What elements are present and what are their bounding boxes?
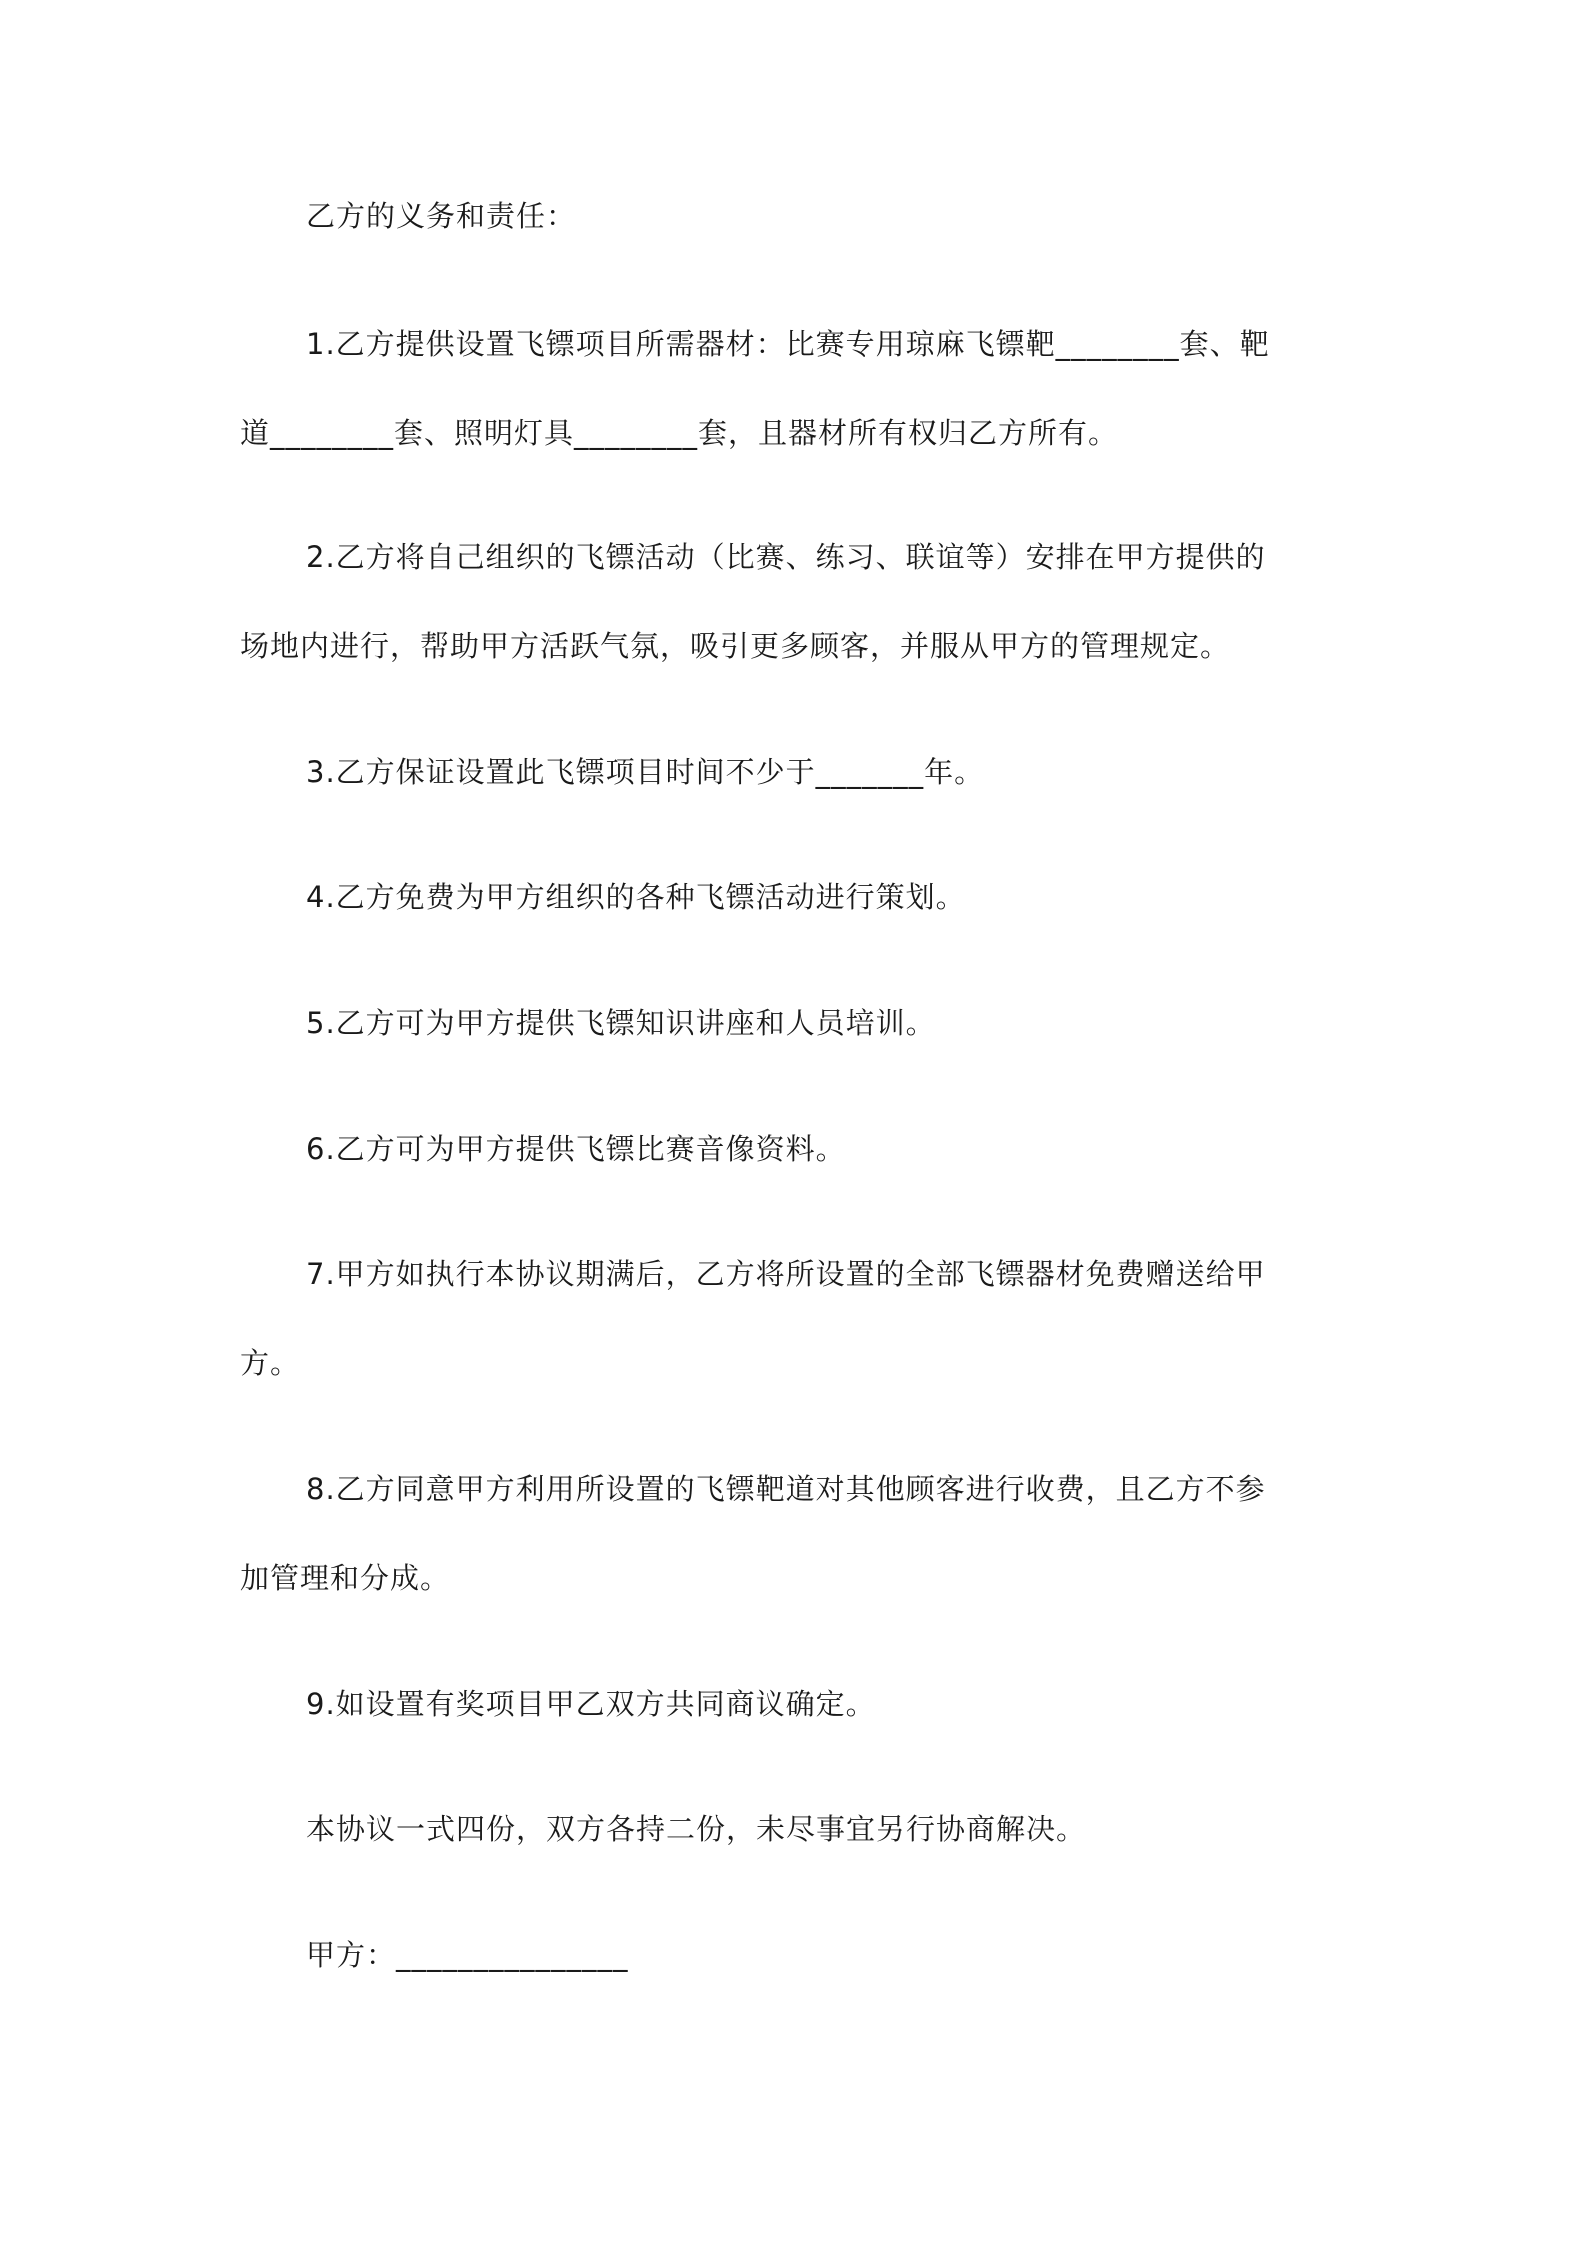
clause-7: [240, 1230, 1360, 1408]
clause-9: [240, 1660, 1360, 1749]
heading-text: 乙方的义务和责任：: [306, 199, 577, 233]
party-a-line: 甲方：_______________: [306, 1938, 629, 1972]
clause-9-text: 9.如设置有奖项目甲乙双方共同商议确定。: [306, 1687, 876, 1721]
clause-6: [240, 1105, 1360, 1194]
obligations-heading: [240, 172, 1360, 261]
clause-7-line-2: 方。: [240, 1346, 301, 1380]
clause-2-line-1: 2.乙方将自己组织的飞镖活动（比赛、练习、联谊等）安排在甲方提供的: [306, 540, 1266, 574]
clause-4: [240, 853, 1360, 942]
clause-5-text: 5.乙方可为甲方提供飞镖知识讲座和人员培训。: [306, 1006, 936, 1040]
closing-clause: [240, 1785, 1360, 1874]
clause-2: [240, 513, 1360, 691]
clause-5: [240, 979, 1360, 1068]
clause-6-text: 6.乙方可为甲方提供飞镖比赛音像资料。: [306, 1132, 846, 1166]
clause-8-line-1: 8.乙方同意甲方利用所设置的飞镖靶道对其他顾客进行收费，且乙方不参: [306, 1472, 1266, 1506]
clause-7-line-1: 7.甲方如执行本协议期满后，乙方将所设置的全部飞镖器材免费赠送给甲: [306, 1257, 1266, 1291]
clause-4-text: 4.乙方免费为甲方组织的各种飞镖活动进行策划。: [306, 880, 966, 914]
clause-1-line-1: 1.乙方提供设置飞镖项目所需器材：比赛专用琼麻飞镖靶________套、靶: [306, 327, 1270, 361]
clause-1: [240, 300, 1360, 478]
party-a-signature: [240, 1911, 1360, 2000]
clause-3: [240, 728, 1360, 817]
clause-3-text: 3.乙方保证设置此飞镖项目时间不少于_______年。: [306, 755, 985, 789]
clause-1-line-2: 道________套、照明灯具________套，且器材所有权归乙方所有。: [240, 416, 1119, 450]
clause-8-line-2: 加管理和分成。: [240, 1561, 451, 1595]
clause-2-line-2: 场地内进行，帮助甲方活跃气氛，吸引更多顾客，并服从甲方的管理规定。: [240, 629, 1231, 663]
closing-text: 本协议一式四份，双方各持二份，未尽事宜另行协商解决。: [306, 1812, 1087, 1846]
clause-8: [240, 1445, 1360, 1623]
